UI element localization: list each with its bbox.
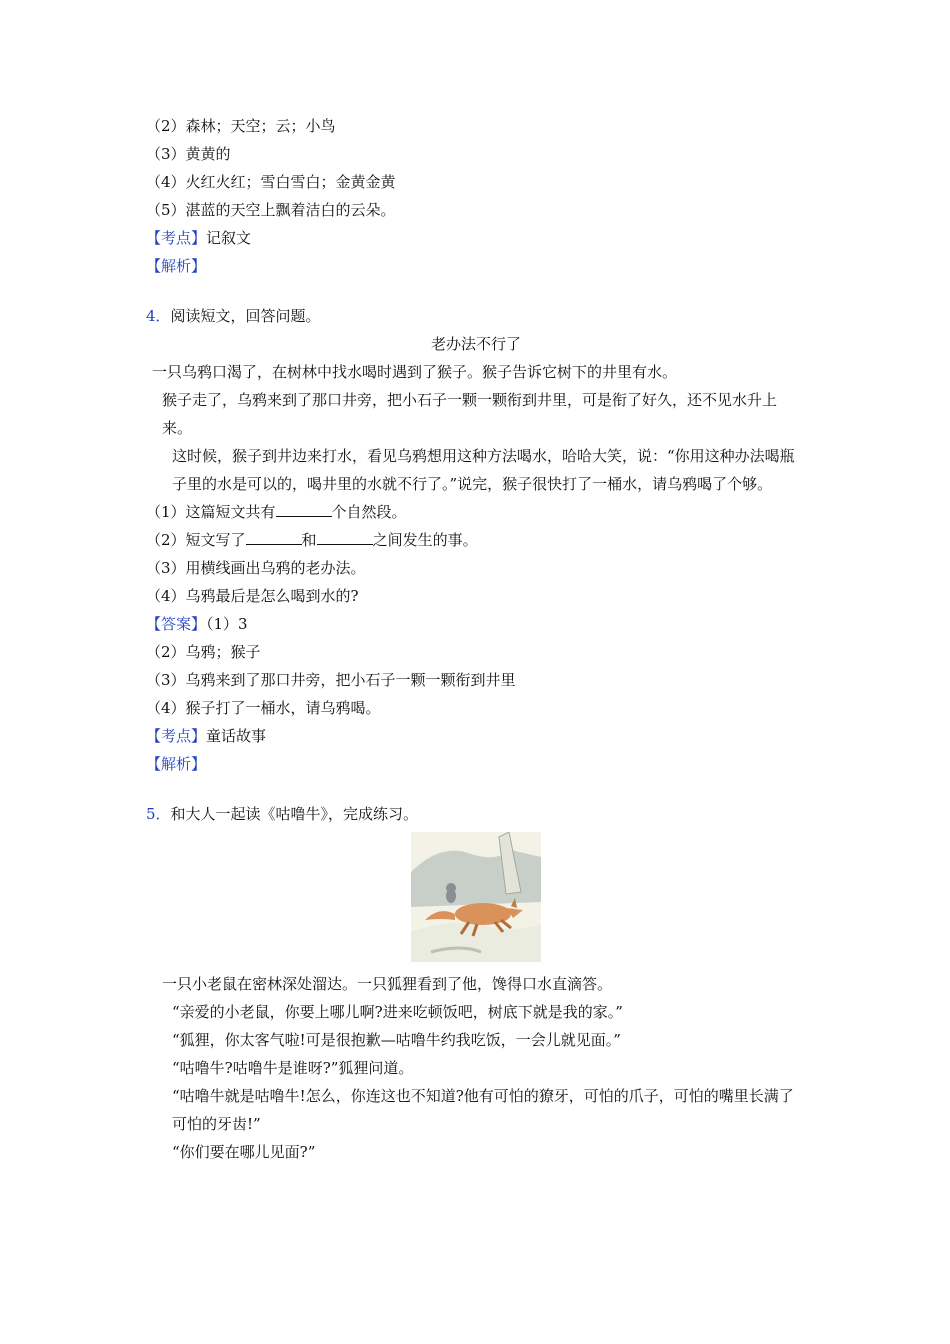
kaodian-tag: 【考点】 [146, 229, 207, 247]
question-number: 5． [146, 805, 171, 823]
answer-line: （2）森林；天空；云；小鸟 [146, 117, 336, 135]
question-text: 和 [301, 531, 317, 549]
kaodian-line [146, 722, 806, 750]
kaodian-text: 记叙文 [206, 229, 252, 247]
answer-line: （3）乌鸦来到了那口井旁，把小石子一颗一颗衔到井里 [146, 671, 516, 689]
sub-question: （4）乌鸦最后是怎么喝到水的? [146, 587, 359, 605]
answer-line: （3）黄黄的 [146, 145, 231, 163]
answer-line: （4）火红火红；雪白雪白；金黄金黄 [146, 173, 396, 191]
sub-question: （3）用横线画出乌鸦的老办法。 [146, 559, 366, 577]
answer-line: （2）乌鸦；猴子 [146, 643, 261, 661]
answer-blank [246, 528, 302, 545]
question-header [146, 800, 806, 828]
kaodian-line [146, 224, 806, 252]
passage-title: 老办法不行了 [430, 335, 521, 353]
question-5 [146, 800, 806, 1166]
section3-answers [146, 112, 806, 280]
jiexi-tag: 【解析】 [146, 257, 207, 275]
answer-line: （4）猴子打了一桶水，请乌鸦喝。 [146, 699, 381, 717]
answer-line: （5）湛蓝的天空上飘着洁白的云朵。 [146, 201, 396, 219]
question-prompt: 和大人一起读《咕噜牛》，完成练习。 [170, 805, 419, 823]
passage-paragraph: 猴子走了，乌鸦来到了那口井旁，把小石子一颗一颗衔到井里，可是衔了好久，还不见水升上来。 [162, 391, 778, 437]
question-prompt: 阅读短文，回答问题。 [170, 307, 321, 325]
question-text: （2）短文写了 [146, 531, 246, 549]
passage-paragraph: 这时候，猴子到井边来打水，看见乌鸦想用这种方法喝水，哈哈大笑，说：“你用这种办法喝瓶子里的水是可以的，喝井里的水就不行了。”说完，猴子很快打了一桶水，请乌鸦喝了个够。 [172, 447, 795, 493]
jiexi-line [146, 252, 806, 280]
passage-paragraph: “咕噜牛?咕噜牛是谁呀?”狐狸问道。 [172, 1059, 414, 1077]
passage-paragraph: “咕噜牛就是咕噜牛!怎么，你连这也不知道?他有可怕的獠牙，可怕的爪子，可怕的嘴里长满了可怕的牙齿!” [172, 1087, 794, 1133]
content-column [146, 112, 806, 1166]
passage-paragraph: “你们要在哪儿见面?” [172, 1143, 316, 1161]
kaodian-text: 童话故事 [206, 727, 267, 745]
jiexi-tag: 【解析】 [146, 755, 207, 773]
jiexi-line [146, 750, 806, 778]
spacer [146, 778, 806, 800]
answer-blank [317, 528, 373, 545]
answer-tag: 【答案】 [146, 615, 207, 633]
answer-blank [276, 500, 332, 517]
question-text: 之间发生的事。 [372, 531, 478, 549]
question-text: （1）这篇短文共有 [146, 503, 276, 521]
fox-running-illustration-icon [411, 832, 541, 962]
passage-paragraph: 一只乌鸦口渴了，在树林中找水喝时遇到了猴子。猴子告诉它树下的井里有水。 [152, 363, 678, 381]
question-text: 个自然段。 [331, 503, 407, 521]
answer-line: （1）3 [206, 615, 248, 633]
question-4 [146, 302, 806, 778]
spacer [146, 280, 806, 302]
sub-question [146, 526, 806, 554]
passage-paragraph: 一只小老鼠在密林深处溜达。一只狐狸看到了他，馋得口水直滴答。 [162, 975, 613, 993]
question-header [146, 302, 806, 330]
passage-paragraph: “狐狸，你太客气啦!可是很抱歉—咕噜牛约我吃饭，一会儿就见面。” [172, 1031, 621, 1049]
passage-paragraph: “亲爱的小老鼠，你要上哪儿啊?进来吃顿饭吧，树底下就是我的家。” [172, 1003, 623, 1021]
question-number: 4． [146, 307, 171, 325]
answer-header [146, 610, 806, 638]
sub-question [146, 498, 806, 526]
kaodian-tag: 【考点】 [146, 727, 207, 745]
